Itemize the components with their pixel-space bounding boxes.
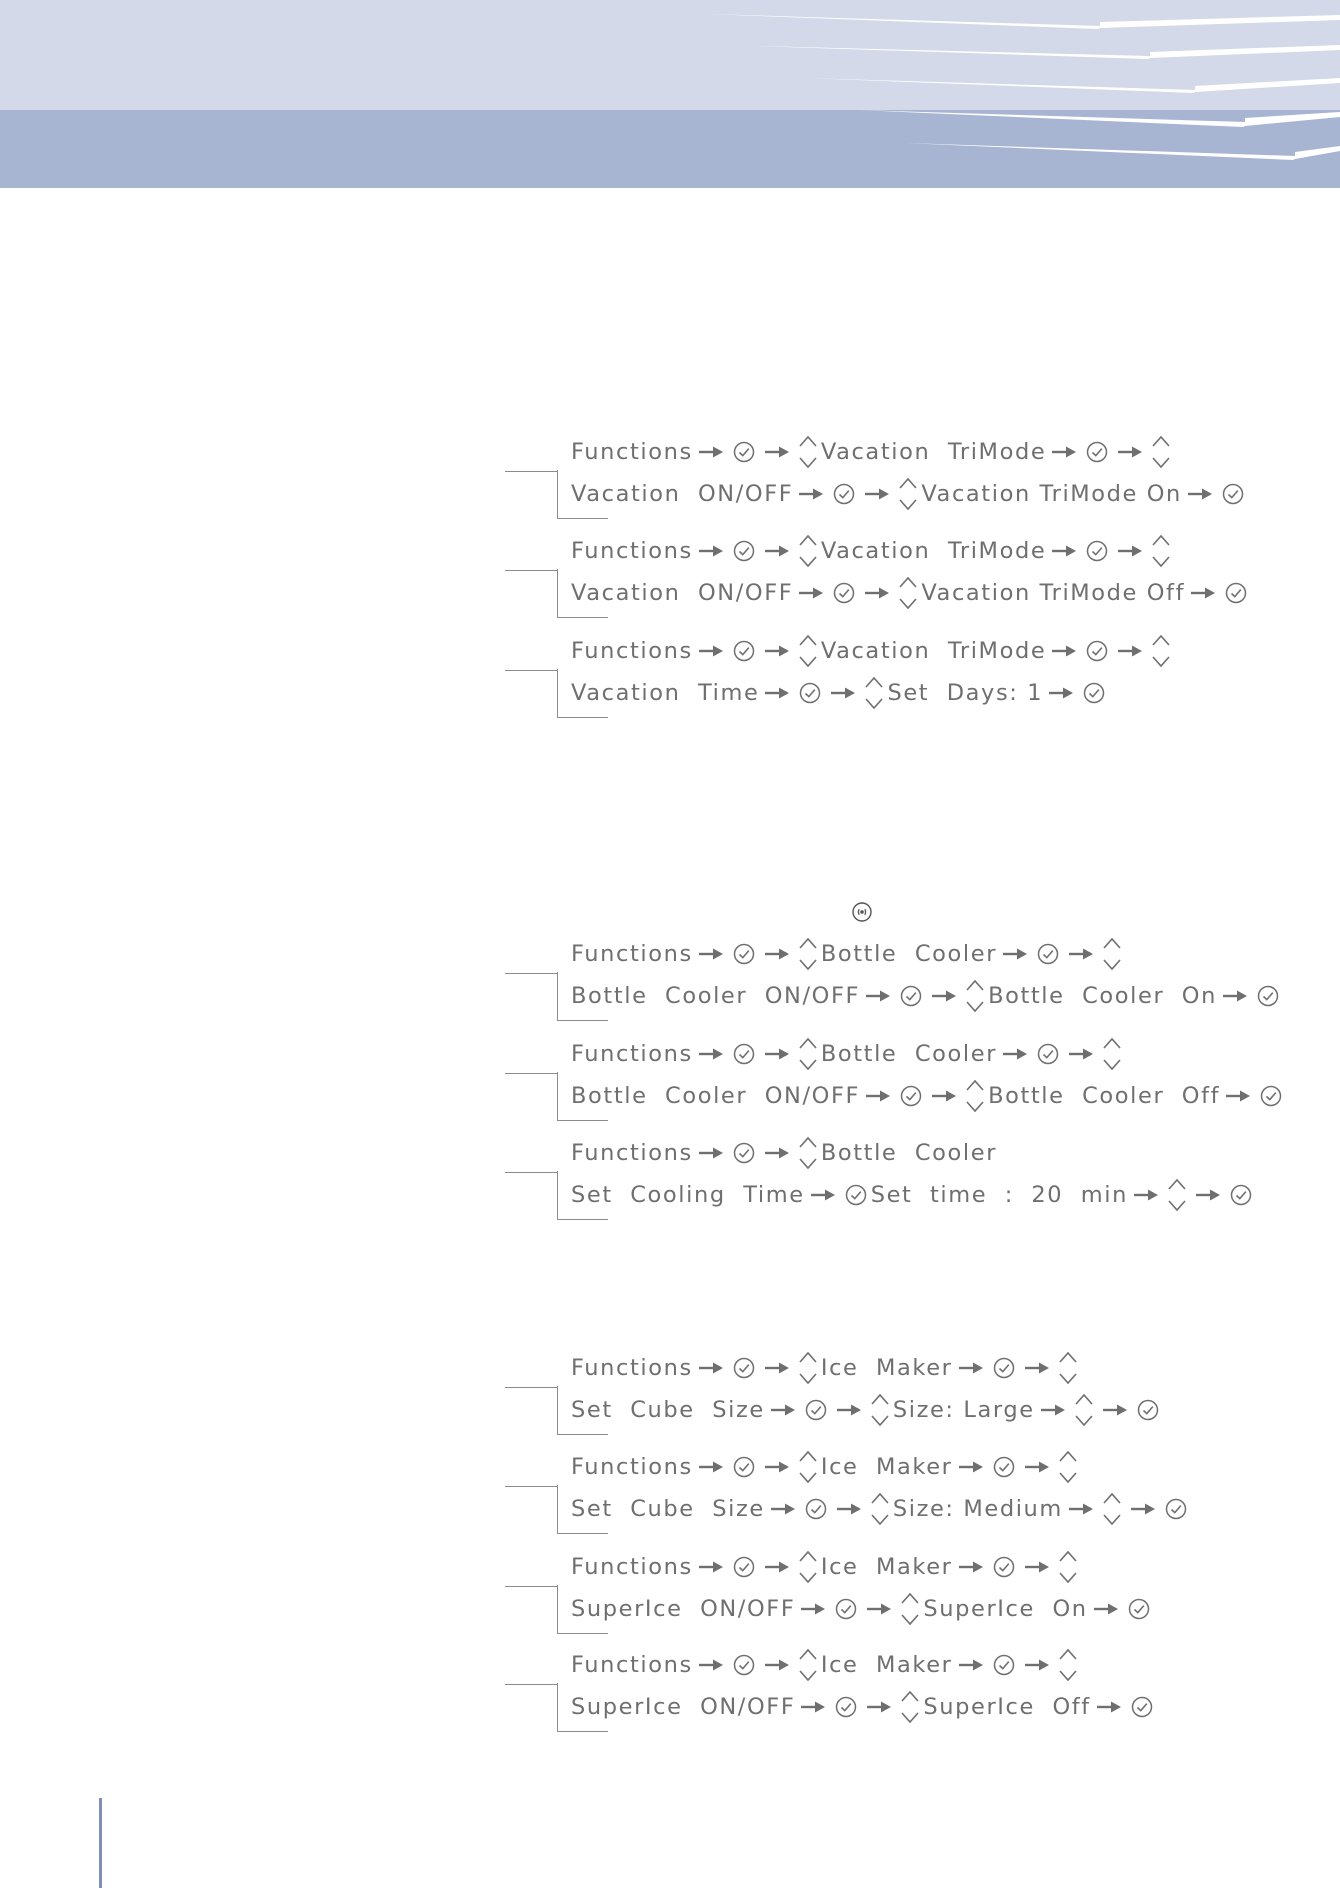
check-circle-icon [733, 1142, 755, 1164]
right-arrow-icon [1068, 1502, 1094, 1516]
check-circle-icon [1086, 640, 1108, 662]
right-arrow-icon [698, 947, 724, 961]
right-arrow-icon [798, 487, 824, 501]
up-down-arrows-icon [1167, 1178, 1187, 1212]
up-down-arrows-icon [1102, 1492, 1122, 1526]
right-arrow-icon [1093, 1602, 1119, 1616]
check-circle-icon [733, 441, 755, 463]
check-circle-icon [1137, 1399, 1159, 1421]
up-down-arrows-icon [864, 676, 884, 710]
right-arrow-icon [830, 686, 856, 700]
check-circle-icon [1222, 483, 1244, 505]
sequence-text: Size: Medium [892, 1496, 1063, 1522]
sequence-text: Bottle Cooler [820, 941, 998, 967]
sequence-text: Set Cooling Time [571, 1182, 805, 1208]
check-circle-icon [733, 1357, 755, 1379]
up-down-arrows-icon [1151, 634, 1171, 668]
sequence-text: Set Days: 1 [887, 680, 1044, 706]
bracket-tick [505, 471, 557, 472]
sequence-line [571, 1449, 1081, 1485]
up-down-arrows-icon [798, 1351, 818, 1385]
right-arrow-icon [866, 1700, 892, 1714]
sequence-text: Bottle Cooler ON/OFF [571, 983, 861, 1009]
sequence-text: Functions [571, 439, 693, 465]
up-down-arrows-icon [1058, 1550, 1078, 1584]
right-arrow-icon [1222, 989, 1248, 1003]
right-arrow-icon [1051, 445, 1077, 459]
up-down-arrows-icon [870, 1393, 890, 1427]
sequence-line [571, 1647, 1081, 1683]
check-circle-icon [733, 1556, 755, 1578]
right-arrow-icon [1130, 1502, 1156, 1516]
sequence-text: Set Cube Size [571, 1496, 765, 1522]
up-down-arrows-icon [1074, 1393, 1094, 1427]
bracket-tick [505, 1684, 557, 1685]
check-circle-icon [993, 1654, 1015, 1676]
bracket-tick [505, 1586, 557, 1587]
check-circle-icon [993, 1556, 1015, 1578]
right-arrow-icon [958, 1361, 984, 1375]
up-down-arrows-icon [798, 1648, 818, 1682]
sequence-text: Set time : 20 min [870, 1182, 1128, 1208]
ice-maker-sequence [505, 1350, 1265, 1434]
check-circle-icon [733, 1654, 755, 1676]
sequence-text: Vacation TriMode Off [921, 580, 1186, 606]
sequence-text: Vacation ON/OFF [571, 580, 794, 606]
check-circle-icon [1128, 1598, 1150, 1620]
sequence-text: Functions [571, 941, 693, 967]
right-arrow-icon [1068, 947, 1094, 961]
up-down-arrows-icon [1058, 1648, 1078, 1682]
right-arrow-icon [764, 947, 790, 961]
sequence-text: Bottle Cooler [820, 1041, 998, 1067]
right-arrow-icon [836, 1502, 862, 1516]
sequence-text: Vacation TriMode On [921, 481, 1182, 507]
sequence-line [571, 675, 1109, 711]
sequence-text: Ice Maker [820, 1454, 953, 1480]
check-circle-icon [1037, 1043, 1059, 1065]
sequence-text: Functions [571, 1140, 693, 1166]
right-arrow-icon [764, 1460, 790, 1474]
right-arrow-icon [1102, 1403, 1128, 1417]
sequence-text: SuperIce ON/OFF [571, 1694, 796, 1720]
check-circle-icon [733, 943, 755, 965]
up-down-arrows-icon [798, 634, 818, 668]
right-arrow-icon [1024, 1361, 1050, 1375]
check-circle-icon [1257, 985, 1279, 1007]
right-arrow-icon [764, 1146, 790, 1160]
sequence-line [571, 1135, 997, 1171]
sequence-text: Bottle Cooler Off [988, 1083, 1221, 1109]
sequence-line [571, 1177, 1256, 1213]
right-arrow-icon [698, 1560, 724, 1574]
sequence-line [571, 936, 1125, 972]
right-arrow-icon [1117, 644, 1143, 658]
sequence-text: Size: Large [892, 1397, 1035, 1423]
bracket-tick [505, 570, 557, 571]
sequence-text: Vacation TriMode [820, 439, 1047, 465]
sequence-text: Ice Maker [820, 1355, 953, 1381]
right-arrow-icon [1096, 1700, 1122, 1714]
bottle-cooler-button-icon [851, 901, 873, 923]
sequence-text: Functions [571, 638, 693, 664]
up-down-arrows-icon [898, 576, 918, 610]
bracket-tick [505, 1073, 557, 1074]
page-margin-rule [99, 1798, 102, 1888]
bottle-cooler-sequence [505, 1135, 1265, 1219]
check-circle-icon [845, 1184, 867, 1206]
up-down-arrows-icon [965, 979, 985, 1013]
right-arrow-icon [800, 1700, 826, 1714]
up-down-arrows-icon [798, 1550, 818, 1584]
sequence-line [571, 1392, 1163, 1428]
right-arrow-icon [764, 1361, 790, 1375]
sequence-line [571, 434, 1174, 470]
right-arrow-icon [764, 1047, 790, 1061]
right-arrow-icon [810, 1188, 836, 1202]
check-circle-icon [1037, 943, 1059, 965]
check-circle-icon [733, 540, 755, 562]
up-down-arrows-icon [900, 1690, 920, 1724]
vacation-sequence [505, 533, 1265, 617]
sequence-text: SuperIce ON/OFF [571, 1596, 796, 1622]
right-arrow-icon [1024, 1658, 1050, 1672]
right-arrow-icon [1051, 644, 1077, 658]
up-down-arrows-icon [798, 435, 818, 469]
check-circle-icon [833, 582, 855, 604]
sequence-line [571, 1491, 1191, 1527]
right-arrow-icon [800, 1602, 826, 1616]
right-arrow-icon [865, 989, 891, 1003]
check-circle-icon [805, 1498, 827, 1520]
vacation-sequence [505, 434, 1265, 518]
sequence-line [571, 978, 1283, 1014]
up-down-arrows-icon [1151, 534, 1171, 568]
right-arrow-icon [764, 686, 790, 700]
right-arrow-icon [698, 644, 724, 658]
sequence-text: Functions [571, 538, 693, 564]
right-arrow-icon [698, 1460, 724, 1474]
up-down-arrows-icon [798, 534, 818, 568]
up-down-arrows-icon [900, 1592, 920, 1626]
sequence-text: SuperIce Off [923, 1694, 1091, 1720]
right-arrow-icon [764, 644, 790, 658]
ice-maker-sequence [505, 1549, 1265, 1633]
check-circle-icon [993, 1456, 1015, 1478]
header-banner [0, 0, 1340, 188]
sequence-line [571, 633, 1174, 669]
right-arrow-icon [770, 1502, 796, 1516]
right-arrow-icon [864, 487, 890, 501]
check-circle-icon [1131, 1696, 1153, 1718]
right-arrow-icon [1117, 544, 1143, 558]
bracket-tick [505, 670, 557, 671]
up-down-arrows-icon [798, 1037, 818, 1071]
right-arrow-icon [698, 1047, 724, 1061]
right-arrow-icon [866, 1602, 892, 1616]
sequence-line [571, 1549, 1081, 1585]
check-circle-icon [900, 1085, 922, 1107]
sequence-line [571, 1036, 1125, 1072]
sequence-line [571, 1591, 1154, 1627]
sequence-text: Ice Maker [820, 1652, 953, 1678]
sequence-text: Bottle Cooler [820, 1140, 998, 1166]
sequence-line [571, 1689, 1157, 1725]
sequence-text: Set Cube Size [571, 1397, 765, 1423]
bracket-tick [505, 1172, 557, 1173]
bottle-cooler-sequence [505, 936, 1265, 1020]
right-arrow-icon [1040, 1403, 1066, 1417]
bracket-tick [505, 1486, 557, 1487]
right-arrow-icon [698, 544, 724, 558]
up-down-arrows-icon [1102, 937, 1122, 971]
right-arrow-icon [770, 1403, 796, 1417]
sequence-text: Functions [571, 1041, 693, 1067]
ice-maker-sequence [505, 1647, 1265, 1731]
right-arrow-icon [931, 1089, 957, 1103]
right-arrow-icon [1002, 1047, 1028, 1061]
check-circle-icon [799, 682, 821, 704]
bracket-tick [505, 973, 557, 974]
sequence-line [571, 476, 1248, 512]
sequence-text: Functions [571, 1554, 693, 1580]
sequence-text: Vacation TriMode [820, 538, 1047, 564]
check-circle-icon [900, 985, 922, 1007]
sequence-line [571, 1078, 1286, 1114]
up-down-arrows-icon [965, 1079, 985, 1113]
right-arrow-icon [698, 1361, 724, 1375]
sequence-line [571, 1350, 1081, 1386]
check-circle-icon [1086, 540, 1108, 562]
right-arrow-icon [836, 1403, 862, 1417]
bottle-cooler-sequence [505, 1036, 1265, 1120]
up-down-arrows-icon [798, 1450, 818, 1484]
sequence-text: Vacation Time [571, 680, 760, 706]
sequence-text: SuperIce On [923, 1596, 1088, 1622]
up-down-arrows-icon [1058, 1450, 1078, 1484]
right-arrow-icon [764, 445, 790, 459]
check-circle-icon [733, 1456, 755, 1478]
up-down-arrows-icon [898, 477, 918, 511]
up-down-arrows-icon [1151, 435, 1171, 469]
right-arrow-icon [1133, 1188, 1159, 1202]
check-circle-icon [1260, 1085, 1282, 1107]
check-circle-icon [993, 1357, 1015, 1379]
right-arrow-icon [698, 1658, 724, 1672]
sequence-text: Vacation TriMode [820, 638, 1047, 664]
ice-maker-sequence [505, 1449, 1265, 1533]
right-arrow-icon [1195, 1188, 1221, 1202]
sequence-text: Bottle Cooler ON/OFF [571, 1083, 861, 1109]
up-down-arrows-icon [798, 937, 818, 971]
right-arrow-icon [931, 989, 957, 1003]
bracket-tick [505, 1387, 557, 1388]
check-circle-icon [833, 483, 855, 505]
right-arrow-icon [1068, 1047, 1094, 1061]
check-circle-icon [1165, 1498, 1187, 1520]
vacation-sequence [505, 633, 1265, 717]
up-down-arrows-icon [870, 1492, 890, 1526]
right-arrow-icon [1051, 544, 1077, 558]
sequence-line [571, 575, 1251, 611]
up-down-arrows-icon [1102, 1037, 1122, 1071]
right-arrow-icon [1190, 586, 1216, 600]
sequence-line [571, 533, 1174, 569]
check-circle-icon [733, 1043, 755, 1065]
up-down-arrows-icon [1058, 1351, 1078, 1385]
check-circle-icon [733, 640, 755, 662]
check-circle-icon [1086, 441, 1108, 463]
sequence-text: Bottle Cooler On [988, 983, 1217, 1009]
right-arrow-icon [1187, 487, 1213, 501]
right-arrow-icon [764, 544, 790, 558]
right-arrow-icon [1048, 686, 1074, 700]
check-circle-icon [1083, 682, 1105, 704]
check-circle-icon [835, 1598, 857, 1620]
right-arrow-icon [698, 445, 724, 459]
check-circle-icon [805, 1399, 827, 1421]
right-arrow-icon [798, 586, 824, 600]
right-arrow-icon [1024, 1560, 1050, 1574]
sequence-text: Vacation ON/OFF [571, 481, 794, 507]
right-arrow-icon [1024, 1460, 1050, 1474]
check-circle-icon [1225, 582, 1247, 604]
right-arrow-icon [764, 1658, 790, 1672]
right-arrow-icon [764, 1560, 790, 1574]
sequence-text: Functions [571, 1355, 693, 1381]
right-arrow-icon [865, 1089, 891, 1103]
check-circle-icon [835, 1696, 857, 1718]
right-arrow-icon [698, 1146, 724, 1160]
up-down-arrows-icon [798, 1136, 818, 1170]
right-arrow-icon [1225, 1089, 1251, 1103]
check-circle-icon [1230, 1184, 1252, 1206]
right-arrow-icon [864, 586, 890, 600]
sequence-text: Ice Maker [820, 1554, 953, 1580]
right-arrow-icon [958, 1460, 984, 1474]
right-arrow-icon [958, 1658, 984, 1672]
sequence-text: Functions [571, 1652, 693, 1678]
right-arrow-icon [1117, 445, 1143, 459]
right-arrow-icon [1002, 947, 1028, 961]
right-arrow-icon [958, 1560, 984, 1574]
sequence-text: Functions [571, 1454, 693, 1480]
